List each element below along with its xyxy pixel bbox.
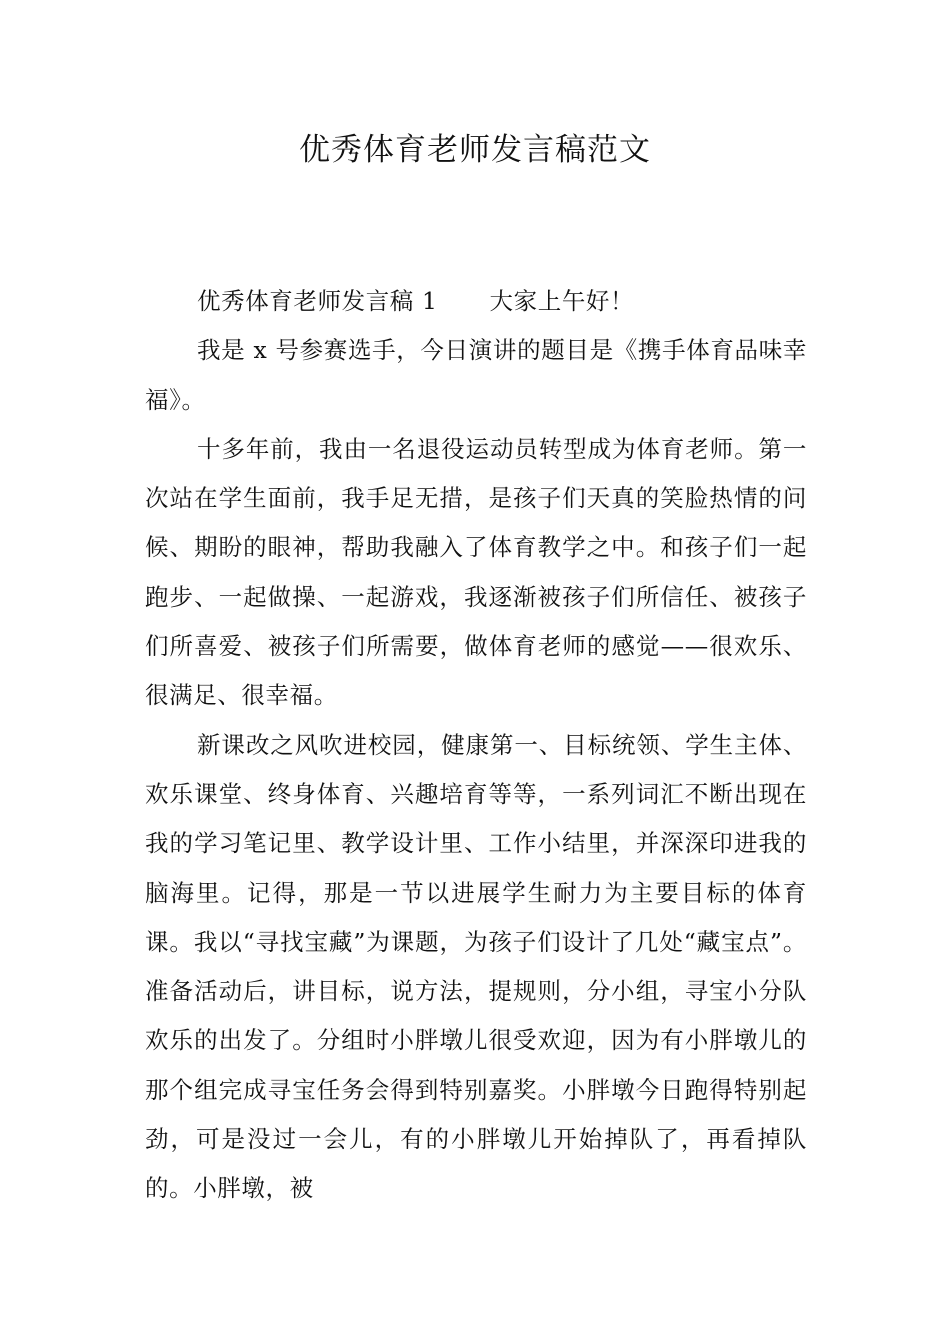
speech-heading: 优秀体育老师发言稿 1: [197, 287, 438, 315]
paragraph-3: 新课改之风吹进校园，健康第一、目标统领、学生主体、欢乐课堂、终身体育、兴趣培育等等，一系列词汇不断出现在我的学习笔记里、教学设计里、工作小结里，并深深印进我的脑海里。记得，那是一节以进展学生耐力为主要目标的体育课。我以“寻找宝藏”为课题，为孩子们设计了几处“藏宝点”。准备活动后，讲目标，说方法，提规则，分小组，寻宝小分队欢乐的出发了。分组时小胖墩儿很受欢迎，因为有小胖墩儿的那个组完成寻宝任务会得到特别嘉奖。小胖墩今日跑得特别起劲，可是没过一会儿，有的小胖墩儿开始掉队了，再看掉队的。小胖墩，被: [145, 730, 807, 1203]
greeting-text: 大家上午好！: [489, 287, 635, 315]
document-body: [145, 277, 807, 1214]
paragraph-2: 十多年前，我由一名退役运动员转型成为体育老师。第一次站在学生面前，我手足无措，是孩子们天真的笑脸热情的问候、期盼的眼神，帮助我融入了体育教学之中。和孩子们一起跑步、一起做操、一起游戏，我逐渐被孩子们所信任、被孩子们所喜爱、被孩子们所需要，做体育老师的感觉——很欢乐、很满足、很幸福。: [145, 434, 807, 710]
paragraph-heading-line: [145, 277, 807, 326]
paragraph-1: 我是 x 号参赛选手，今日演讲的题目是《携手体育品味幸福》。: [145, 336, 807, 414]
document-title: 优秀体育老师发言稿范文: [299, 132, 651, 168]
